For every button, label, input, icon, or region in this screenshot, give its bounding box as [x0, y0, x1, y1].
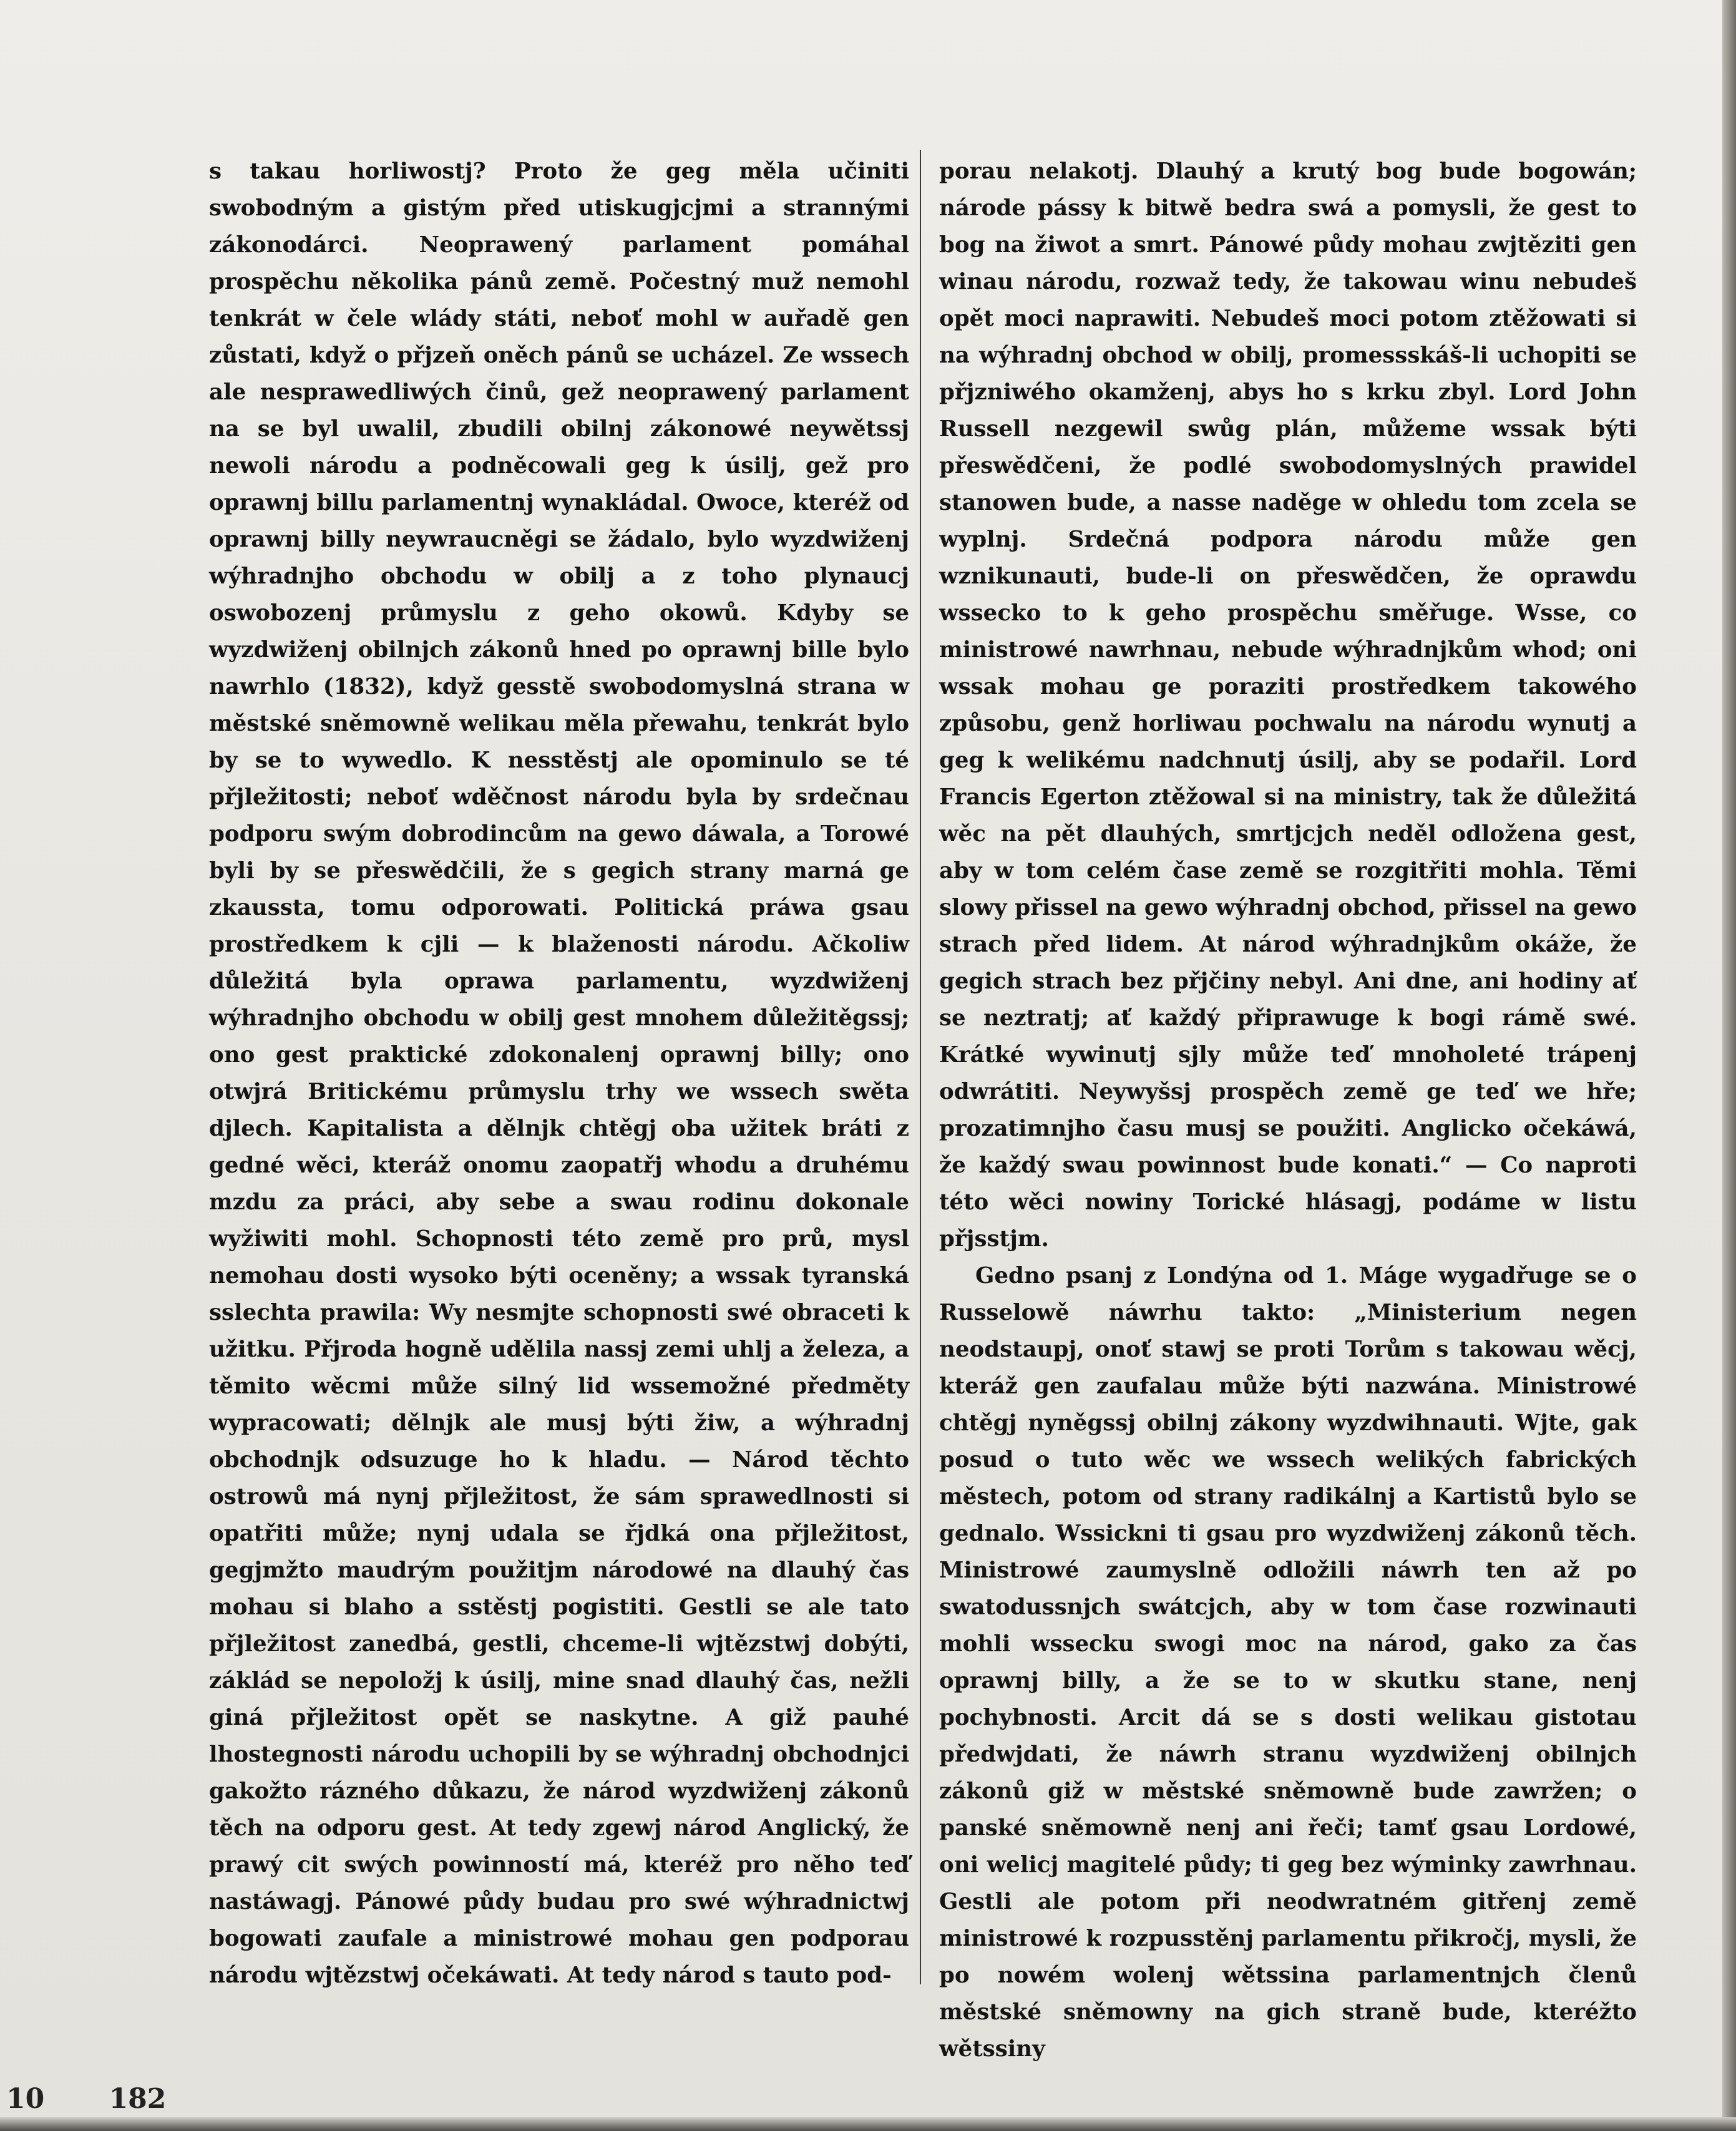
left-paragraph-1: s takau horliwostj? Proto že geg měla učiniti swobodným a gistým před utiskugjcjmi a strannými zákonodárci. Neoprawený parlament pomáhal prospěchu několika pánů země. Počestný muž nemohl tenkrát w čele wlády státi, neboť mohl w auřadě gen zůstati, když o přjzeň oněch pánů se ucházel. Ze wssech ale nesprawedliwých činů, gež neoprawený parlament na se byl uwalil, zbudili obilnj zákonowé neywětssj newoli národu a podněcowali geg k úsilj, gež pro oprawnj billu parlamentnj wynakládal. Owoce, kteréž od oprawnj billy neywraucněgi se žádalo, bylo wyzdwiženj wýhradnjho obchodu w obilj a z toho plynaucj oswobozenj průmyslu z geho okowů. Kdyby se wyzdwiženj obilnjch zákonů hned po oprawnj bille bylo nawrhlo (1832), když gesstě swobodomyslná strana w městské sněmowně welikau měla přewahu, tenkrát bylo by se to wywedlo. K nesstěstj ale opominulo se té přjležitosti; neboť wděčnost národu byla by srdečnau podporu swým dobrodincům na gewo dáwala, a Torowé byli by se přeswědčili, že s gegich strany marná ge zkaussta, tomu odporowati. Politická práwa gsau prostředkem k cjli — k blaženosti národu. Ačkoliw důležitá byla oprawa parlamentu, wyzdwiženj wýhradnjho obchodu w obilj gest mnohem důležitěgssj; ono gest praktické zdokonalenj oprawnj billy; ono otwjrá Britickému průmyslu trhy we wssech swěta djlech. Kapitalista a dělnjk chtěgj oba užitek bráti z gedné wěci, kteráž onomu zaopatřj whodu a druhému mzdu za práci, aby sebe a swau rodinu dokonale wyžiwiti mohl. Schopnosti této země pro prů, mysl nemohau dosti wysoko býti oceněny; a wssak tyranská sslechta prawila: Wy nesmjte schopnosti swé obraceti k užitku. Přjroda hogně udělila nassj zemi uhlj a železa, a těmito wěcmi může silný lid wssemožné předměty wypracowati; dělnjk ale musj býti žiw, a wýhradnj obchodnjk odsuzuge ho k hladu. — Národ těchto ostrowů má nynj přjležitost, že sám sprawedlnosti si opatřiti může; nynj udala se řjdká ona přjležitost, gegjmžto maudrým použitjm národowé na dlauhý čas mohau si blaho a sstěstj pogistiti. Gestli se ale tato přjležitost zanedbá, gestli, chceme-li wjtězstwj dobýti, záklád se nepoložj k úsilj, mine snad dlauhý čas, nežli giná přjležitost opět se naskytne. A giž pauhé lhostegnosti národu uchopili by se wýhradnj obchodnjci gakožto rázného důkazu, že národ wyzdwiženj zákonů těch na odporu gest. At tedy zgewj národ Anglický, že prawý cit swých powinností má, kteréž pro něho teď nastáwagj. Pánowé půdy budau pro swé wýhradnictwj bogowati zaufale a ministrowé mohau gen podporau národu wjtězstwj očekáwati. At tedy národ s tauto pod-: [209, 158, 909, 1988]
folio-right: 182: [109, 2083, 167, 2115]
right-paragraph-2: Gedno psanj z Londýna od 1. Máge wygadřuge se o Russelowě náwrhu takto: „Ministerium negen neodstaupj, onoť stawj se proti Torům s takowau wěcj, kteráž gen zaufalau může býti nazwána. Ministrowé chtěgj nyněgssj obilnj zákony wyzdwihnauti. Wjte, gak posud o tuto wěc we wssech welikých fabrických městech, potom od strany radikálnj a Kartistů bylo se gednalo. Wssickni ti gsau pro wyzdwiženj zákonů těch. Ministrowé zaumyslně odložili náwrh ten až po swatodussnjch swátcjch, aby w tom čase rozwinauti mohli wssecku swogi moc na národ, gako za čas oprawnj billy, a že se to w skutku stane, nenj pochybnosti. Arcit dá se s dosti welikau gistotau předwjdati, že náwrh stranu wyzdwiženj obilnjch zákonů giž w městské sněmowně bude zawržen; o panské sněmowně nenj ani řeči; tamť gsau Lordowé, oni welicj magitelé půdy; ti geg bez wýminky zawrhnau. Gestli ale potom při neodwratném gitřenj země ministrowé k rozpusstěnj parlamentu přikročj, mysli, že po nowém wolenj wětssina parlamentnjch členů městské sněmowny na gich straně bude, kteréžto wětssiny: [939, 1263, 1637, 2062]
right-column: [939, 153, 1637, 2067]
page-folio: [6, 2083, 166, 2115]
column-divider: [920, 150, 921, 1984]
right-paragraph-1: porau nelakotj. Dlauhý a krutý bog bude bogowán; národe pássy k bitwě bedra swá a pomysli, že gest to bog na žiwot a smrt. Pánowé půdy mohau zwjtěziti gen winau národu, rozwaž tedy, že takowau winu nebudeš opět moci naprawiti. Nebudeš moci potom ztěžowati si na wýhradnj obchod w obilj, promessskáš-li uchopiti se přjzniwého okamženj, abys ho s krku zbyl. Lord John Russell nezgewil swůg plán, můžeme wssak býti přeswědčeni, že podlé swobodomyslných prawidel stanowen bude, a nasse naděge w ohledu tom zcela se wyplnj. Srdečná podpora národu může gen wznikunauti, bude-li on přeswědčen, že oprawdu wssecko to k geho prospěchu směřuge. Wsse, co ministrowé nawrhnau, nebude wýhradnjkům whod; oni wssak mohau ge poraziti prostředkem takowého způsobu, genž horliwau pochwalu na národu wynutj a geg k welikému nadchnutj úsilj, aby se podařil. Lord Francis Egerton ztěžowal si na ministry, tak že důležitá wěc na pět dlauhých, smrtjcjch neděl odložena gest, aby w tom celém čase země se rozgitřiti mohla. Těmi slowy přissel na gewo wýhradnj obchod, přissel na gewo strach před lidem. At národ wýhradnjkům okáže, že gegich strach bez přjčiny nebyl. Ani dne, ani hodiny ať se neztratj; ať každý připrawuge k bogi rámě swé. Krátké wywinutj sjly může teď mnoholeté trápenj odwrátiti. Neywyšsj prospěch země ge teď we hře; prozatimnjho času musj se použiti. Anglicko očekáwá, že každý swau powinnost bude konati.“ — Co naproti této wěci nowiny Torické hlásagj, podáme w listu přjsstjm.: [939, 158, 1637, 1252]
folio-left: 10: [6, 2083, 45, 2115]
bottom-edge: [0, 2117, 1736, 2131]
page-edge-shadow: [1722, 0, 1736, 2131]
left-column: [209, 153, 909, 1994]
